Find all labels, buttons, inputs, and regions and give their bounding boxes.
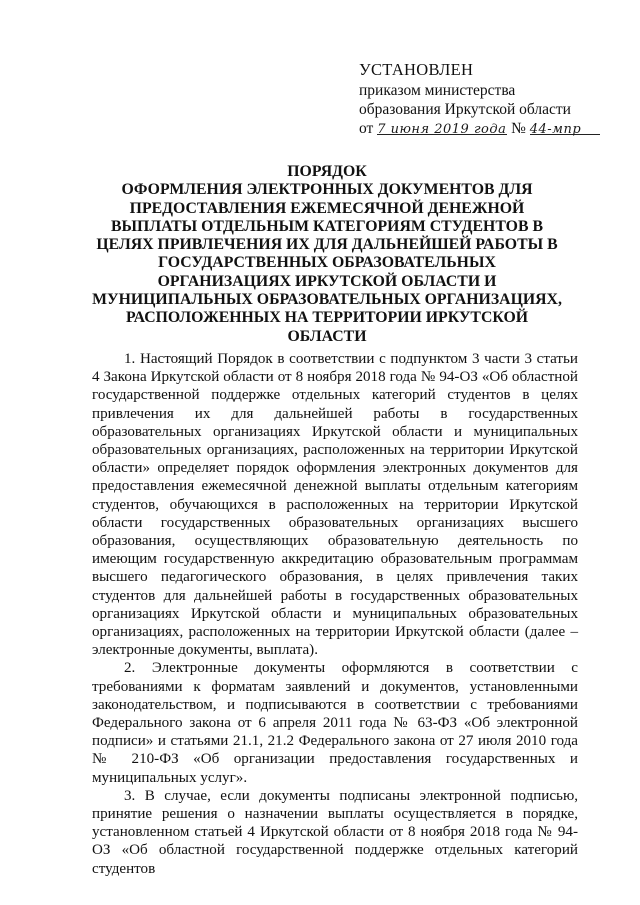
paragraph-1: 1. Настоящий Порядок в соответствии с подпунктом 3 части 3 статьи 4 Закона Иркутской области от 8 ноября 2018 года № 94-ОЗ «Об областной государственной поддержке отдельных категорий студентов в целях привлечения их для дальнейшей работы в государственных образовательных организациях Иркутской области и муниципальных образовательных организациях, расположенных на территории Иркутской области» определяет порядок оформления электронных документов для предоставления ежемесячной денежной выплаты отдельным категориям студентов, обучающихся в расположенных на территории Иркутской области государственных образовательных организациях высшего образования, осуществляющих образовательную деятельность по имеющим государственную аккредитацию образовательным программам высшего педагогического образования, в целях привлечения таких студентов для дальнейшей работы в государственных образовательных организациях Иркутской области и муниципальных образовательных организациях, расположенных на территории Иркутской области (далее – электронные документы, выплата). [92,351,578,659]
paragraph-2: 2. Электронные документы оформляются в соответствии с требованиями к форматам заявлений и документов, установленными законодательством, и подписываются в соответствии с требованиями Федерального закона от 6 апреля 2011 года № 63-ФЗ «Об электронной подписи» и статьями 21.1, 21.2 Федерального закона от 27 июля 2010 года № 210-ФЗ «Об организации предоставления государственных и муниципальных услуг». [92,660,578,786]
handwritten-number: 44-мпр [529,122,582,137]
number-field [530,119,600,135]
approval-ministry-line: образования Иркутской области [359,101,571,118]
number-label: № [511,120,526,137]
date-field [377,119,507,135]
approval-heading: УСТАНОВЛЕН [359,60,474,79]
document-title [92,163,562,346]
date-prefix: от [359,120,374,137]
approval-order-line: приказом министерства [359,82,516,99]
title-heading: ПОРЯДОК [287,163,367,180]
document-body [92,350,578,878]
handwritten-date: 7 июня 2019 года [377,122,507,137]
paragraph-3: 3. В случае, если документы подписаны электронной подписью, принятие решения о назначении выплаты осуществляется в порядке, установленном статьей 4 Иркутской области от 8 ноября 2018 года № 94-ОЗ «Об областной государственной поддержке отдельных категорий студентов [92,787,578,877]
approval-date-line [359,119,629,138]
approval-block [359,60,629,138]
title-subheading: ОФОРМЛЕНИЯ ЭЛЕКТРОННЫХ ДОКУМЕНТОВ ДЛЯ ПРЕДОСТАВЛЕНИЯ ЕЖЕМЕСЯЧНОЙ ДЕНЕЖНОЙ ВЫПЛАТЫ ОТДЕЛЬНЫМ КАТЕГОРИЯМ СТУДЕНТОВ В ЦЕЛЯХ ПРИВЛЕЧЕНИЯ ИХ ДЛЯ ДАЛЬНЕЙШЕЙ РАБОТЫ В ГОСУДАРСТВЕННЫХ ОБРАЗОВАТЕЛЬНЫХ ОРГАНИЗАЦИЯХ ИРКУТСКОЙ ОБЛАСТИ И МУНИЦИПАЛЬНЫХ ОБРАЗОВАТЕЛЬНЫХ ОРГАНИЗАЦИЯХ, РАСПОЛОЖЕННЫХ НА ТЕРРИТОРИИ ИРКУТСКОЙ ОБЛАСТИ [92,181,562,345]
